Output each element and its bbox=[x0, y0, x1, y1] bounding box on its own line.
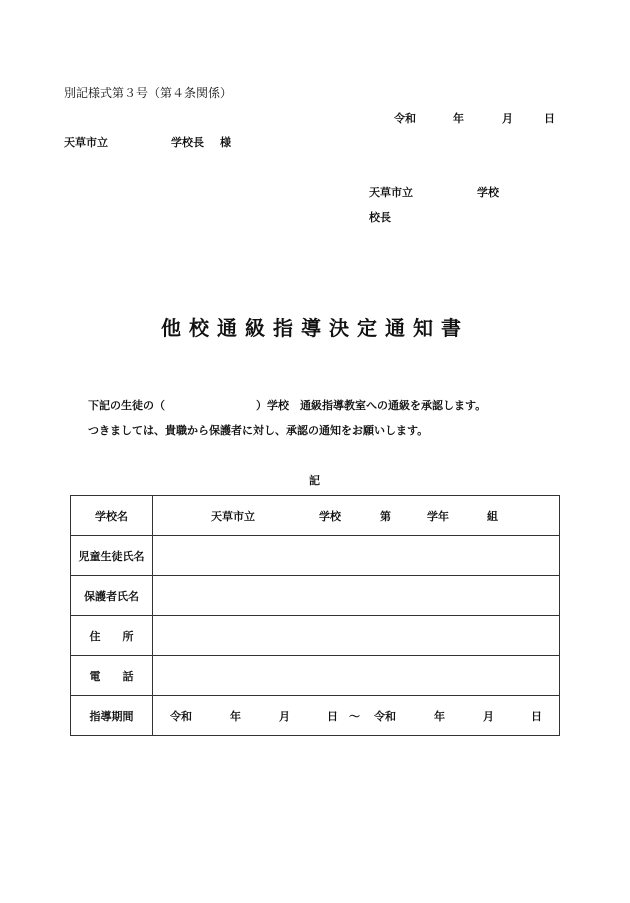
grade-dai: 第 bbox=[380, 509, 391, 523]
period-label: 指導期間 bbox=[71, 696, 153, 736]
period-year-1: 年 bbox=[230, 709, 241, 723]
table-row bbox=[71, 576, 560, 616]
period-era-1: 令和 bbox=[170, 709, 192, 723]
date-month: 月 bbox=[502, 112, 513, 125]
recipient-school-principal: 学校長 bbox=[171, 136, 204, 149]
document-title: 他校通級指導決定通知書 bbox=[161, 316, 469, 340]
ki-label: 記 bbox=[309, 474, 320, 487]
period-era-2: 令和 bbox=[374, 709, 396, 723]
phone-value[interactable] bbox=[153, 656, 560, 696]
phone-label-a: 電 bbox=[89, 669, 101, 683]
sender-school-label: 学校 bbox=[477, 186, 499, 199]
body-line-1a: 下記の生徒の（ bbox=[88, 399, 165, 412]
table-row bbox=[71, 496, 560, 536]
sender-school bbox=[369, 184, 499, 200]
class-label: 組 bbox=[487, 509, 498, 523]
school-name-value[interactable] bbox=[153, 496, 560, 536]
table-row bbox=[71, 696, 560, 736]
sender-principal: 校長 bbox=[369, 211, 391, 224]
phone-label bbox=[71, 656, 153, 696]
recipient-honorific: 様 bbox=[220, 136, 231, 149]
table-row bbox=[71, 656, 560, 696]
school-suffix: 学校 bbox=[319, 509, 341, 523]
student-name-value[interactable] bbox=[153, 536, 560, 576]
period-day-2: 日 bbox=[531, 709, 542, 723]
recipient bbox=[64, 134, 231, 150]
school-name-label: 学校名 bbox=[71, 496, 153, 536]
phone-label-b: 話 bbox=[122, 669, 134, 683]
info-table bbox=[70, 495, 560, 736]
period-year-2: 年 bbox=[434, 709, 445, 723]
period-value[interactable] bbox=[153, 696, 560, 736]
period-month-1: 月 bbox=[279, 709, 290, 723]
date-year: 年 bbox=[453, 112, 464, 125]
sender-city: 天草市立 bbox=[369, 186, 413, 199]
address-value[interactable] bbox=[153, 616, 560, 656]
body-line-1 bbox=[88, 397, 487, 413]
table-row bbox=[71, 536, 560, 576]
guardian-name-label: 保護者氏名 bbox=[71, 576, 153, 616]
table-row bbox=[71, 616, 560, 656]
period-tilde: ～ bbox=[349, 709, 360, 723]
form-number: 別記様式第３号（第４条関係） bbox=[64, 86, 233, 100]
address-label bbox=[71, 616, 153, 656]
period-month-2: 月 bbox=[483, 709, 494, 723]
body-line-1b: ）学校 通級指導教室への通級を承認します。 bbox=[256, 399, 487, 412]
recipient-city: 天草市立 bbox=[64, 136, 108, 149]
school-city: 天草市立 bbox=[211, 509, 255, 523]
address-label-a: 住 bbox=[89, 629, 101, 643]
date-era: 令和 bbox=[394, 112, 416, 125]
guardian-name-value[interactable] bbox=[153, 576, 560, 616]
date-day: 日 bbox=[544, 112, 555, 125]
student-name-label: 児童生徒氏名 bbox=[71, 536, 153, 576]
period-day-1: 日 bbox=[327, 709, 338, 723]
body-line-2: つきましては、貴職から保護者に対し、承認の通知をお願いします。 bbox=[88, 424, 429, 437]
grade-label: 学年 bbox=[427, 509, 449, 523]
address-label-b: 所 bbox=[122, 629, 134, 643]
